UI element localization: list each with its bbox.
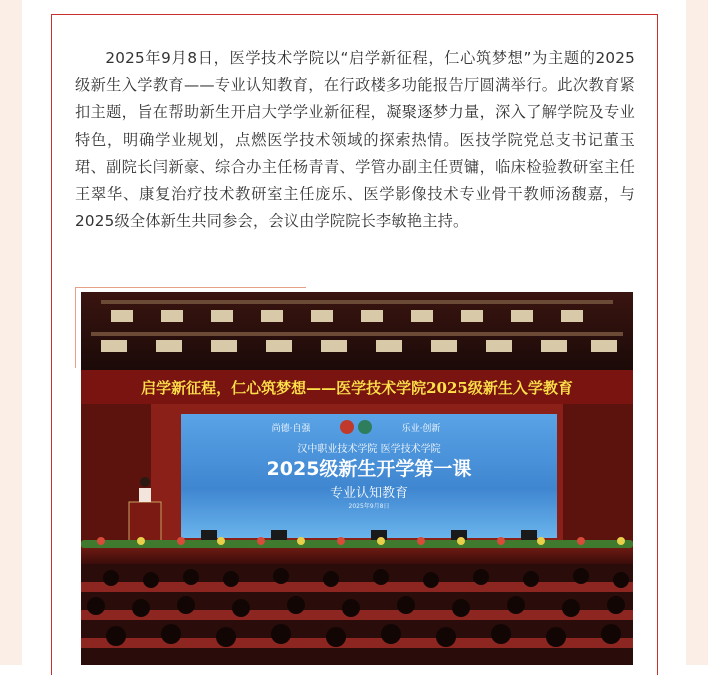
podium	[129, 502, 161, 546]
screen-date: 2025年9月8日	[348, 503, 390, 510]
stage-banner: 启学新征程，仁心筑梦想——医学技术学院2025级新生入学教育	[141, 379, 573, 397]
speaker-body	[139, 488, 151, 502]
page-margin-right	[686, 0, 708, 665]
curtain-right	[563, 404, 633, 554]
speaker-head	[140, 477, 150, 487]
article-paragraph: 2025年9月8日，医学技术学院以“启学新征程，仁心筑梦想”为主题的2025级新生入学教育——专业认知教育，在行政楼多功能报告厅圆满举行。此次教育紧扣主题，旨在帮助新生开启大学学业新征程，凝聚逐梦力量，深入了解学院及专业特色，明确学业规划，点燃医学技术领域的探索热情。医技学院党总支书记董玉珺、副院长闫新豪、综合办主任杨青青、学管办副主任贾镛，临床检验教研室主任王翠华、康复治疗技术教研室主任庞乐、医学影像技术专业骨干教师汤馥嘉，与2025级全体新生共同参会，会议由学院院长李敏艳主持。	[75, 49, 635, 231]
event-photo	[81, 292, 633, 665]
page-margin-left	[0, 0, 22, 665]
screen-subtitle: 汉中职业技术学院 医学技术学院	[297, 444, 441, 455]
motto-right: 乐业·创新	[401, 424, 441, 434]
school-emblem-icon	[340, 420, 354, 434]
college-emblem-icon	[358, 420, 372, 434]
screen-caption: 专业认知教育	[329, 486, 409, 501]
motto-left: 尚德·自强	[271, 424, 311, 434]
screen-title: 2025级新生开学第一课	[266, 458, 472, 480]
